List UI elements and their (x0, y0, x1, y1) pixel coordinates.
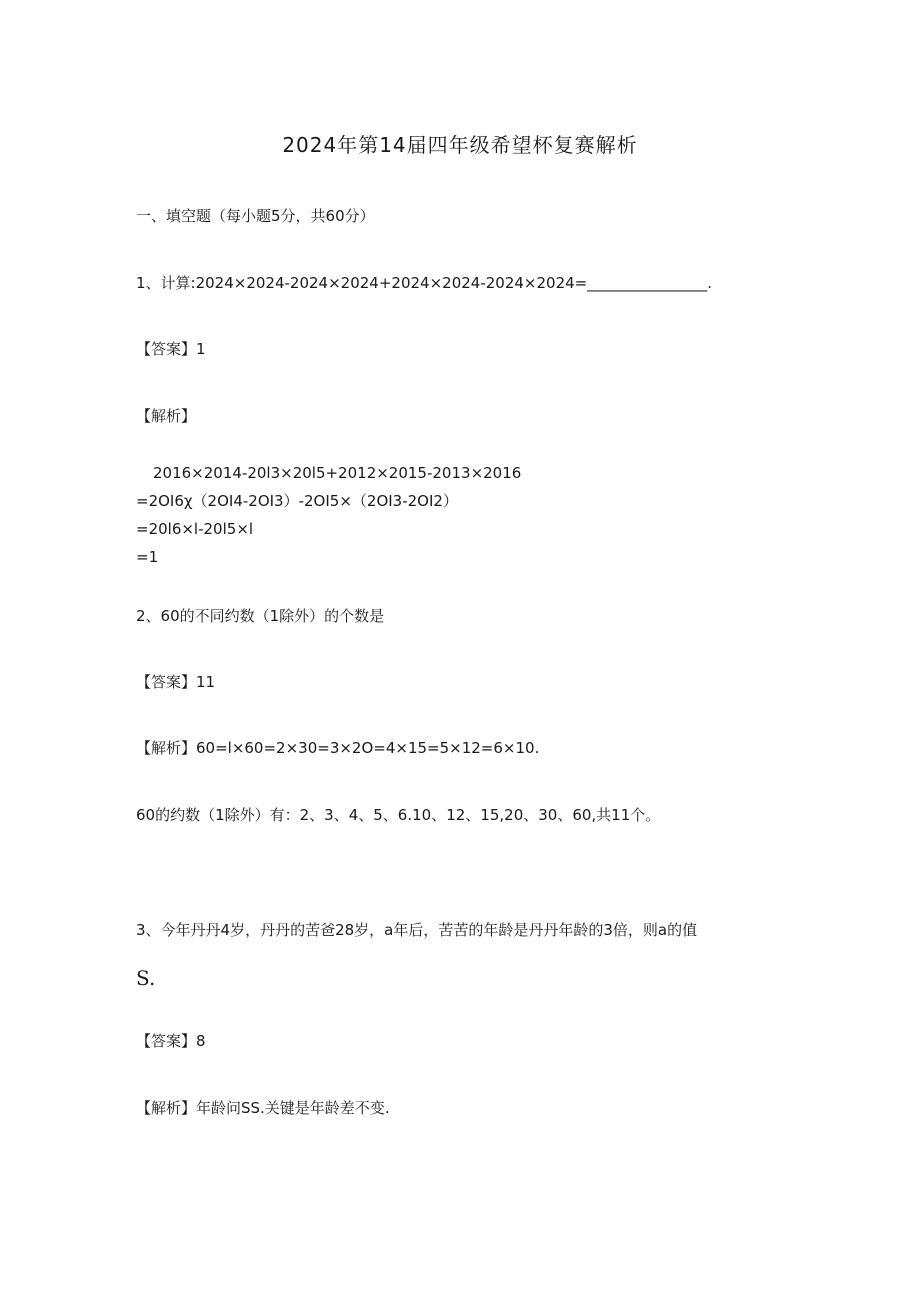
answer-3: 【答案】8 (136, 1032, 206, 1050)
analysis-label-1: 【解析】 (136, 407, 197, 425)
analysis-2: 【解析】60=l×60=2×30=3×2O=4×15=5×12=6×10. (136, 739, 540, 757)
answer-1: 【答案】1 (136, 340, 206, 358)
question-1: 1、计算:2024×2024-2024×2024+2024×2024-2024×2024=________________. (136, 274, 712, 292)
analysis-3: 【解析】年龄问SS.关键是年龄差不变. (136, 1099, 390, 1117)
question-3-continued: S. (136, 966, 156, 990)
section-heading: 一、填空题（每小题5分，共60分） (136, 207, 375, 225)
question-3: 3、今年丹丹4岁，丹丹的苦爸28岁，a年后，苦苦的年龄是丹丹年龄的3倍，则a的值 (136, 921, 698, 939)
analysis-step: =20l6×l-20l5×l (136, 520, 254, 538)
divisors-list: 60的约数（1除外）有：2、3、4、5、6.10、12、15,20、30、60,共11个。 (136, 806, 661, 824)
page-title: 2024年第14届四年级希望杯复赛解析 (282, 133, 638, 157)
question-2: 2、60的不同约数（1除外）的个数是 (136, 607, 385, 625)
analysis-step: 2016×2014-20l3×20l5+2012×2015-2013×2016 (153, 464, 522, 482)
answer-2: 【答案】11 (136, 673, 216, 691)
analysis-step: =1 (136, 548, 159, 566)
analysis-step: =2OI6χ（2OI4-2OI3）-2OI5×（2OI3-2OI2） (136, 492, 458, 510)
